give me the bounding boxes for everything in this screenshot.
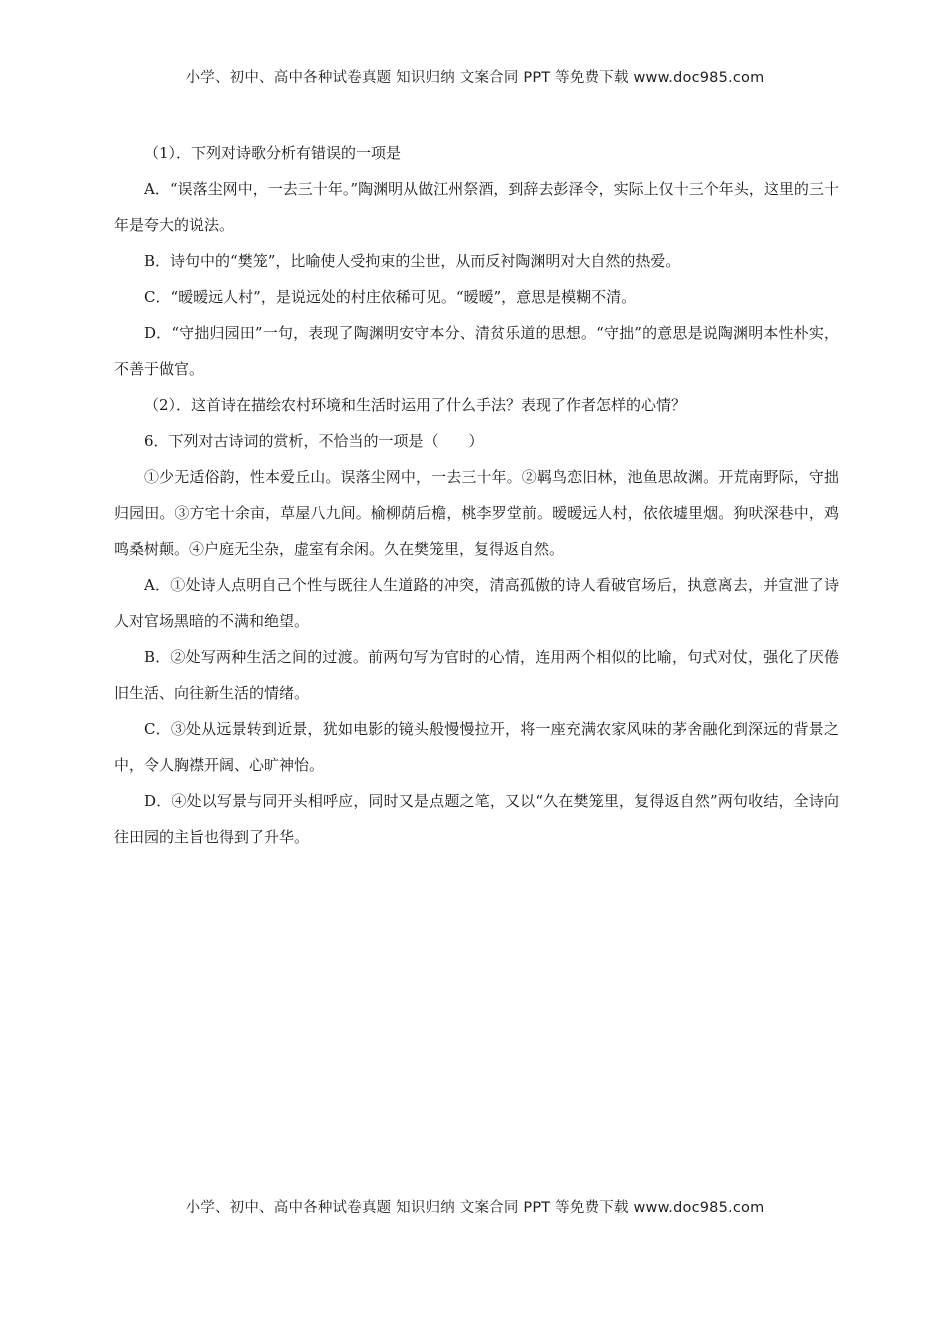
question-6-poem: ①少无适俗韵，性本爱丘山。误落尘网中，一去三十年。②羁鸟恋旧林，池鱼思故渊。开荒南野际，守拙归园田。③方宅十余亩，草屋八九间。榆柳荫后檐，桃李罗堂前。暧暧远人村，依依墟里烟。狗吠深巷中，鸡鸣桑树颠。④户庭无尘杂，虚室有余闲。久在樊笼里，复得返自然。 — [114, 468, 839, 558]
question-6-option-c: C．③处从远景转到近景，犹如电影的镜头般慢慢拉开，将一座充满农家风味的茅舍融化到深远的背景之中，令人胸襟开阔、心旷神怡。 — [114, 720, 839, 774]
question-1-option-d: D．“守拙归园田”一句，表现了陶渊明安守本分、清贫乐道的思想。“守拙”的意思是说陶渊明本性朴实，不善于做官。 — [114, 324, 839, 378]
question-1-option-b: B．诗句中的“樊笼”，比喻使人受拘束的尘世，从而反衬陶渊明对大自然的热爱。 — [144, 252, 681, 270]
question-6-option-a: A．①处诗人点明自己个性与既往人生道路的冲突，清高孤傲的诗人看破官场后，执意离去，并宣泄了诗人对官场黑暗的不满和绝望。 — [114, 576, 839, 630]
question-1-stem: （1）．下列对诗歌分析有错误的一项是 — [144, 144, 402, 162]
question-1-option-c: C．“暧暧远人村”，是说远处的村庄依稀可见。“暧暧”，意思是模糊不清。 — [144, 288, 637, 306]
question-2-stem: （2）．这首诗在描绘农村环境和生活时运用了什么手法？表现了作者怎样的心情？ — [144, 396, 687, 414]
question-6-option-b: B．②处写两种生活之间的过渡。前两句写为官时的心情，连用两个相似的比喻，句式对仗，强化了厌倦旧生活、向往新生活的情绪。 — [114, 648, 839, 702]
page-header: 小学、初中、高中各种试卷真题 知识归纳 文案合同 PPT 等免费下载 www.doc985.com — [185, 70, 765, 86]
question-6-option-d: D．④处以写景与同开头相呼应，同时又是点题之笔，又以“久在樊笼里，复得返自然”两句收结，全诗向往田园的主旨也得到了升华。 — [114, 792, 839, 846]
question-6-stem: 6．下列对古诗词的赏析，不恰当的一项是（ ） — [144, 432, 484, 450]
question-1-option-a: A．“误落尘网中，一去三十年。”陶渊明从做江州祭酒，到辞去彭泽令，实际上仅十三个年头，这里的三十年是夸大的说法。 — [114, 180, 839, 234]
page-footer: 小学、初中、高中各种试卷真题 知识归纳 文案合同 PPT 等免费下载 www.doc985.com — [185, 1200, 765, 1216]
document-body — [114, 135, 839, 855]
